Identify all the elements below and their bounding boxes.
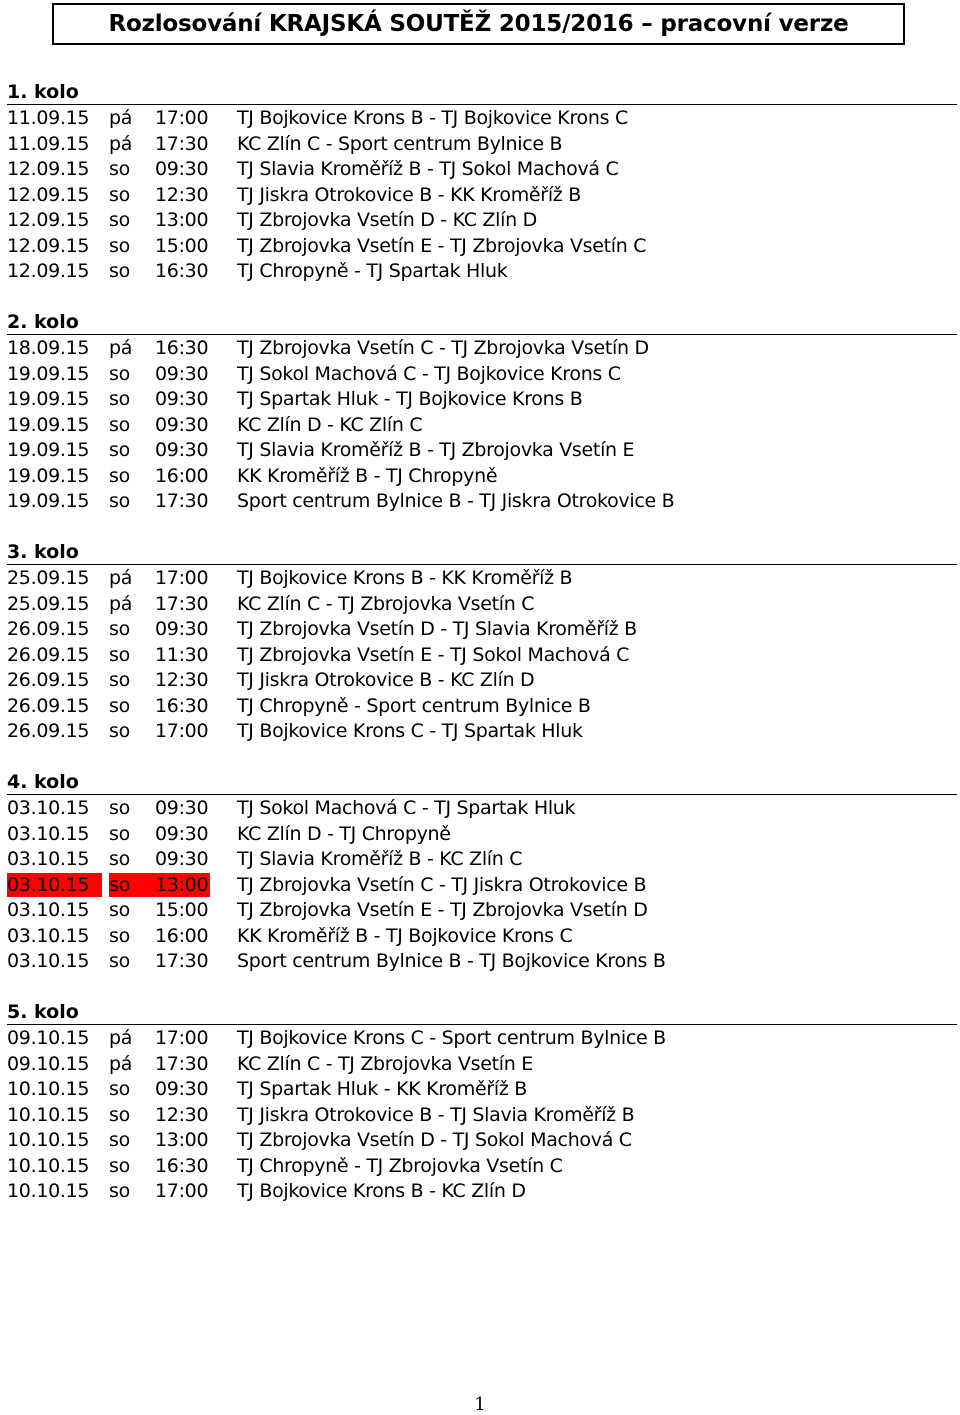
match-teams: TJ Zbrojovka Vsetín D - TJ Sokol Machová C	[237, 1129, 632, 1151]
match-date: 10.10.15	[7, 1154, 90, 1177]
match-teams: KC Zlín C - Sport centrum Bylnice B	[237, 132, 563, 155]
match-day: so	[109, 669, 130, 691]
match-date: 19.09.15	[7, 362, 90, 385]
match-day: so	[109, 643, 130, 666]
match-row	[0, 822, 960, 848]
match-teams: TJ Bojkovice Krons B - KK Kroměříž B	[237, 567, 573, 589]
match-date: 11.09.15	[7, 107, 90, 129]
match-day: pá	[109, 1052, 133, 1075]
match-date: 10.10.15	[7, 1129, 90, 1151]
match-teams: KC Zlín C - TJ Zbrojovka Vsetín E	[237, 1052, 533, 1075]
page-title: Rozlosování KRAJSKÁ SOUTĚŽ 2015/2016 – pracovní verze	[108, 11, 849, 37]
match-day: so	[109, 260, 130, 282]
match-time: 09:30	[155, 388, 209, 410]
match-day: so	[109, 924, 130, 947]
match-row	[0, 106, 960, 132]
match-time: 12:30	[155, 1103, 209, 1126]
match-row	[0, 157, 960, 183]
match-day: so	[109, 413, 130, 436]
match-teams: TJ Jiskra Otrokovice B - KC Zlín D	[237, 669, 535, 691]
match-row	[0, 898, 960, 924]
match-date: 10.10.15	[7, 1103, 90, 1126]
match-teams: TJ Zbrojovka Vsetín E - TJ Zbrojovka Vsetín D	[237, 899, 648, 921]
match-row	[0, 1026, 960, 1052]
match-row	[0, 617, 960, 643]
match-teams: TJ Zbrojovka Vsetín C - TJ Jiskra Otrokovice B	[237, 873, 647, 896]
match-time: 17:00	[155, 1180, 209, 1202]
match-time: 09:30	[155, 158, 209, 180]
match-day: so	[109, 797, 130, 819]
match-day: so	[109, 694, 130, 717]
match-teams: KC Zlín C - TJ Zbrojovka Vsetín C	[237, 592, 535, 615]
match-row	[0, 796, 960, 822]
match-day: pá	[109, 592, 133, 615]
match-date: 26.09.15	[7, 720, 90, 742]
match-teams: TJ Slavia Kroměříž B - TJ Sokol Machová C	[237, 158, 619, 180]
match-day: so	[109, 873, 156, 897]
match-row	[0, 668, 960, 694]
match-day: so	[109, 1154, 130, 1177]
match-row	[0, 566, 960, 592]
match-time: 17:30	[155, 592, 209, 615]
match-row	[0, 234, 960, 260]
match-time: 09:30	[155, 439, 209, 461]
match-date: 25.09.15	[7, 592, 90, 615]
match-row	[0, 592, 960, 618]
match-time: 17:30	[155, 950, 209, 972]
round-header	[7, 309, 957, 335]
match-row	[0, 949, 960, 975]
match-teams: TJ Bojkovice Krons B - TJ Bojkovice Krons C	[237, 107, 628, 129]
match-row	[0, 259, 960, 285]
match-day: so	[109, 1129, 130, 1151]
match-row	[0, 873, 960, 899]
match-date: 03.10.15	[7, 950, 90, 972]
match-teams: TJ Chropyně - TJ Zbrojovka Vsetín C	[237, 1154, 563, 1177]
match-day: so	[109, 439, 130, 461]
match-day: so	[109, 720, 130, 742]
match-date: 03.10.15	[7, 848, 90, 870]
match-date: 09.10.15	[7, 1052, 90, 1075]
match-teams: Sport centrum Bylnice B - TJ Jiskra Otrokovice B	[237, 490, 675, 512]
match-day: so	[109, 464, 130, 487]
match-time: 17:00	[155, 107, 209, 129]
match-time: 16:30	[155, 260, 209, 282]
match-teams: TJ Zbrojovka Vsetín E - TJ Zbrojovka Vsetín C	[237, 234, 647, 257]
match-time: 16:00	[155, 924, 209, 947]
match-time: 12:30	[155, 183, 209, 206]
match-row	[0, 208, 960, 234]
match-date: 12.09.15	[7, 158, 90, 180]
match-time: 09:30	[155, 797, 209, 819]
match-teams: TJ Spartak Hluk - TJ Bojkovice Krons B	[237, 388, 583, 410]
match-date: 03.10.15	[7, 899, 90, 921]
match-day: so	[109, 848, 130, 870]
match-teams: TJ Zbrojovka Vsetín D - KC Zlín D	[237, 209, 537, 231]
match-date: 03.10.15	[7, 873, 102, 897]
match-row	[0, 413, 960, 439]
match-teams: TJ Sokol Machová C - TJ Spartak Hluk	[237, 797, 576, 819]
match-time: 17:00	[155, 567, 209, 589]
match-day: so	[109, 1078, 130, 1100]
match-day: so	[109, 183, 130, 206]
match-date: 18.09.15	[7, 337, 90, 359]
round-header	[7, 539, 957, 565]
title-box	[52, 3, 905, 45]
match-date: 19.09.15	[7, 388, 90, 410]
match-time: 17:30	[155, 132, 209, 155]
match-time: 09:30	[155, 618, 209, 640]
match-day: so	[109, 234, 130, 257]
match-teams: KK Kroměříž B - TJ Chropyně	[237, 464, 498, 487]
round-header	[7, 769, 957, 795]
match-date: 12.09.15	[7, 183, 90, 206]
match-row	[0, 643, 960, 669]
match-time: 11:30	[155, 643, 209, 666]
match-row	[0, 719, 960, 745]
match-time: 17:00	[155, 1027, 209, 1049]
match-day: pá	[109, 107, 133, 129]
match-row	[0, 183, 960, 209]
match-day: so	[109, 158, 130, 180]
match-time: 17:30	[155, 490, 209, 512]
match-day: pá	[109, 1027, 133, 1049]
match-teams: TJ Bojkovice Krons B - KC Zlín D	[237, 1180, 526, 1202]
match-day: so	[109, 388, 130, 410]
match-teams: KC Zlín D - KC Zlín C	[237, 413, 423, 436]
match-row	[0, 847, 960, 873]
match-teams: TJ Jiskra Otrokovice B - TJ Slavia Kroměříž B	[237, 1103, 635, 1126]
match-time: 16:00	[155, 464, 209, 487]
match-row	[0, 464, 960, 490]
match-time: 12:30	[155, 669, 209, 691]
match-date: 12.09.15	[7, 260, 90, 282]
match-day: pá	[109, 132, 133, 155]
round-label: 5. kolo	[7, 1001, 79, 1023]
match-day: so	[109, 1180, 130, 1202]
match-date: 03.10.15	[7, 822, 90, 845]
match-teams: KC Zlín D - TJ Chropyně	[237, 822, 451, 845]
match-row	[0, 132, 960, 158]
match-teams: Sport centrum Bylnice B - TJ Bojkovice Krons B	[237, 950, 666, 972]
match-time: 15:00	[155, 234, 209, 257]
match-teams: TJ Bojkovice Krons C - TJ Spartak Hluk	[237, 720, 583, 742]
match-time: 16:30	[155, 337, 209, 359]
match-date: 10.10.15	[7, 1180, 90, 1202]
match-teams: TJ Spartak Hluk - KK Kroměříž B	[237, 1078, 527, 1100]
match-time: 13:00	[155, 873, 209, 896]
match-date: 26.09.15	[7, 694, 90, 717]
match-day: so	[109, 362, 130, 385]
match-row	[0, 336, 960, 362]
match-day: so	[109, 618, 130, 640]
match-day: so	[109, 490, 130, 512]
match-row	[0, 694, 960, 720]
match-date: 19.09.15	[7, 464, 90, 487]
match-teams: TJ Zbrojovka Vsetín E - TJ Sokol Machová C	[237, 643, 630, 666]
match-teams: TJ Zbrojovka Vsetín D - TJ Slavia Kroměříž B	[237, 618, 637, 640]
match-date: 10.10.15	[7, 1078, 90, 1100]
match-teams: TJ Zbrojovka Vsetín C - TJ Zbrojovka Vsetín D	[237, 337, 649, 359]
match-date: 25.09.15	[7, 567, 90, 589]
match-row	[0, 362, 960, 388]
match-date: 12.09.15	[7, 209, 90, 231]
match-date: 19.09.15	[7, 490, 90, 512]
match-time: 09:30	[155, 848, 209, 870]
match-row	[0, 489, 960, 515]
match-row	[0, 438, 960, 464]
match-teams: TJ Sokol Machová C - TJ Bojkovice Krons C	[237, 362, 621, 385]
match-time: 13:00	[155, 1129, 209, 1151]
round-label: 4. kolo	[7, 771, 79, 793]
match-day: so	[109, 950, 130, 972]
match-day: so	[109, 899, 130, 921]
match-teams: TJ Slavia Kroměříž B - KC Zlín C	[237, 848, 523, 870]
match-date: 12.09.15	[7, 234, 90, 257]
match-row	[0, 924, 960, 950]
match-date: 03.10.15	[7, 797, 90, 819]
match-row	[0, 1103, 960, 1129]
match-time: 16:30	[155, 1154, 209, 1177]
round-label: 3. kolo	[7, 541, 79, 563]
match-teams: TJ Chropyně - Sport centrum Bylnice B	[237, 694, 591, 717]
match-time: 09:30	[155, 1078, 209, 1100]
match-teams: KK Kroměříž B - TJ Bojkovice Krons C	[237, 924, 573, 947]
match-date: 26.09.15	[7, 669, 90, 691]
match-row	[0, 1179, 960, 1205]
match-teams: TJ Jiskra Otrokovice B - KK Kroměříž B	[237, 183, 581, 206]
match-date: 19.09.15	[7, 413, 90, 436]
match-date: 03.10.15	[7, 924, 90, 947]
match-row	[0, 1154, 960, 1180]
match-day: so	[109, 1103, 130, 1126]
match-time: 13:00	[155, 209, 209, 231]
match-teams: TJ Chropyně - TJ Spartak Hluk	[237, 260, 508, 282]
round-label: 1. kolo	[7, 81, 79, 103]
match-row	[0, 387, 960, 413]
match-day: so	[109, 209, 130, 231]
match-day: so	[109, 822, 130, 845]
match-teams: TJ Bojkovice Krons C - Sport centrum Bylnice B	[237, 1027, 666, 1049]
match-teams: TJ Slavia Kroměříž B - TJ Zbrojovka Vsetín E	[237, 439, 635, 461]
round-header	[7, 79, 957, 105]
match-row	[0, 1077, 960, 1103]
match-date: 19.09.15	[7, 439, 90, 461]
match-row	[0, 1052, 960, 1078]
round-label: 2. kolo	[7, 311, 79, 333]
match-date: 11.09.15	[7, 132, 90, 155]
match-date: 26.09.15	[7, 643, 90, 666]
match-row	[0, 1128, 960, 1154]
match-date: 09.10.15	[7, 1027, 90, 1049]
match-day: pá	[109, 567, 133, 589]
match-time: 16:30	[155, 694, 209, 717]
match-time: 17:30	[155, 1052, 209, 1075]
match-time: 09:30	[155, 413, 209, 436]
match-time: 09:30	[155, 362, 209, 385]
match-time: 09:30	[155, 822, 209, 845]
match-day: pá	[109, 337, 133, 359]
match-date: 26.09.15	[7, 618, 90, 640]
match-time: 15:00	[155, 899, 209, 921]
round-header	[7, 999, 957, 1025]
page-number: 1	[474, 1394, 486, 1415]
match-time: 17:00	[155, 720, 209, 742]
